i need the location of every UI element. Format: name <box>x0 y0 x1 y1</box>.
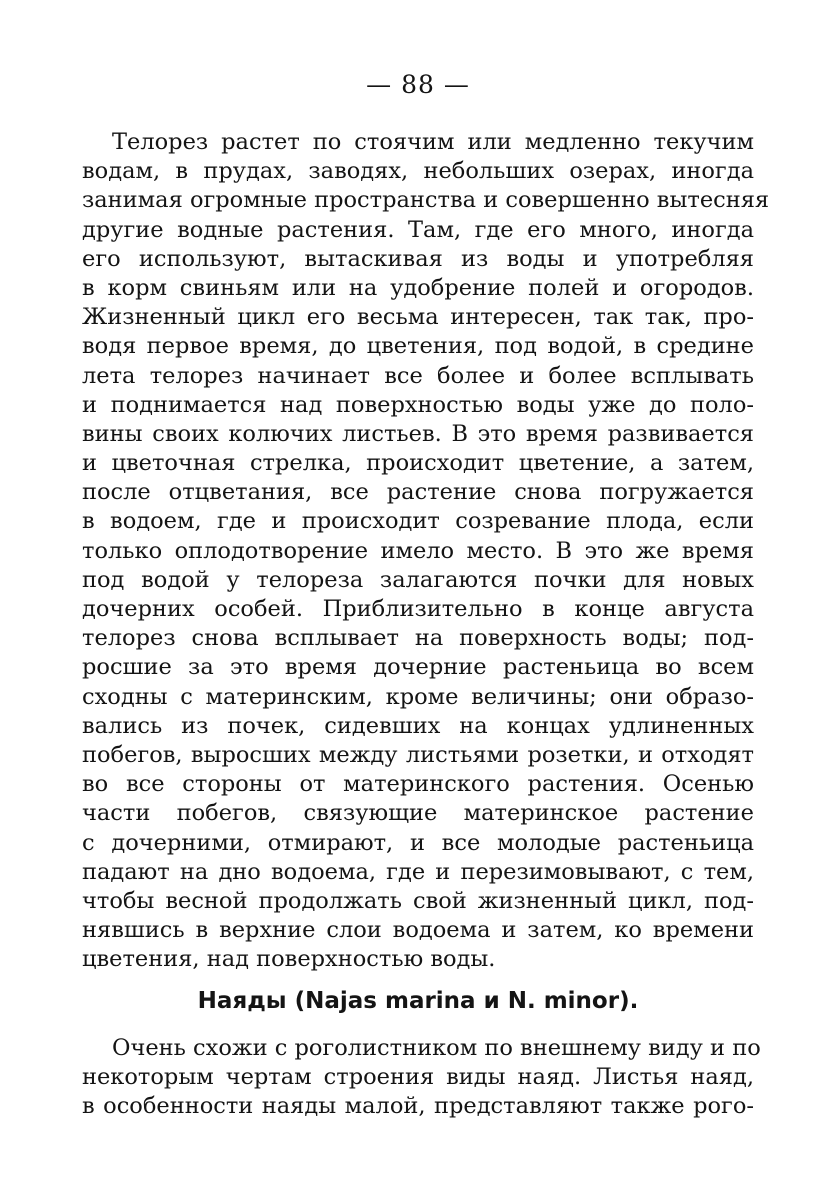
text-line: сходны с материнским, кроме величины; они образо- <box>82 683 754 710</box>
text-line: Жизненный цикл его весьма интересен, так так, про- <box>82 304 754 331</box>
text-line: росшие за это время дочерние растеньица во всем <box>82 654 754 681</box>
text-line: части побегов, связующие материнское растение <box>82 800 754 827</box>
text-line: лета телорез начинает все более и более всплывать <box>82 362 754 389</box>
text-line: телорез снова всплывает на поверхность воды; под- <box>82 625 754 652</box>
text-line: вины своих колючих листьев. В это время развивается <box>82 420 754 447</box>
text-line: цветения, над поверхностью воды. <box>82 946 496 973</box>
text-line: только оплодотворение имело место. В это же время <box>82 537 754 564</box>
text-line: некоторым чертам строения виды наяд. Листья наяд, <box>82 1064 754 1091</box>
text-line: Телорез растет по стоячим или медленно текучим <box>112 129 754 155</box>
page-number: — 88 — <box>366 70 470 99</box>
text-line: побегов, выросших между листьями розетки, и отходят <box>82 741 754 768</box>
text-line: во все стороны от материнского растения. Осенью <box>82 771 754 798</box>
paragraph-najas <box>82 1034 761 1122</box>
text-line: дочерних особей. Приблизительно в конце августа <box>82 596 754 622</box>
text-line: нявшись в верхние слои водоема и затем, ко времени <box>82 917 754 944</box>
text-line: в корм свиньям или на удобрение полей и огородов. <box>82 274 754 301</box>
text-line: чтобы весной продолжать свой жизненный цикл, под- <box>82 887 754 914</box>
text-line: водя первое время, до цветения, под водой, в средине <box>82 333 754 360</box>
text-line: и поднимается над поверхностью воды уже до поло- <box>82 391 754 418</box>
text-line: водам, в прудах, заводях, небольших озерах, иногда <box>82 158 754 185</box>
text-line: другие водные растения. Там, где его много, иногда <box>82 216 754 243</box>
text-line: с дочерними, отмирают, и все молодые растеньица <box>82 829 754 856</box>
text-line: в водоем, где и происходит созревание плода, если <box>82 508 754 535</box>
text-line: Очень схожи с роголистником по внешнему виду и по <box>112 1035 761 1061</box>
text-line: падают на дно водоема, где и перезимовывают, с тем, <box>82 858 754 885</box>
text-line: под водой у телореза залагаются почки для новых <box>82 566 754 593</box>
text-line: и цветочная стрелка, происходит цветение, а затем, <box>82 450 754 477</box>
text-line: занимая огромные пространства и совершенно вытесняя <box>82 187 770 214</box>
text-line: его используют, вытаскивая из воды и употребляя <box>82 245 754 272</box>
section-heading: Наяды (Najas marina и N. minor). <box>197 988 639 1014</box>
text-line: вались из почек, сидевших на концах удлиненных <box>82 712 754 739</box>
text-line: в особенности наяды малой, представляют также рого- <box>82 1093 754 1120</box>
paragraph-telorez <box>82 128 770 974</box>
text-line: после отцветания, все растение снова погружается <box>82 479 754 506</box>
